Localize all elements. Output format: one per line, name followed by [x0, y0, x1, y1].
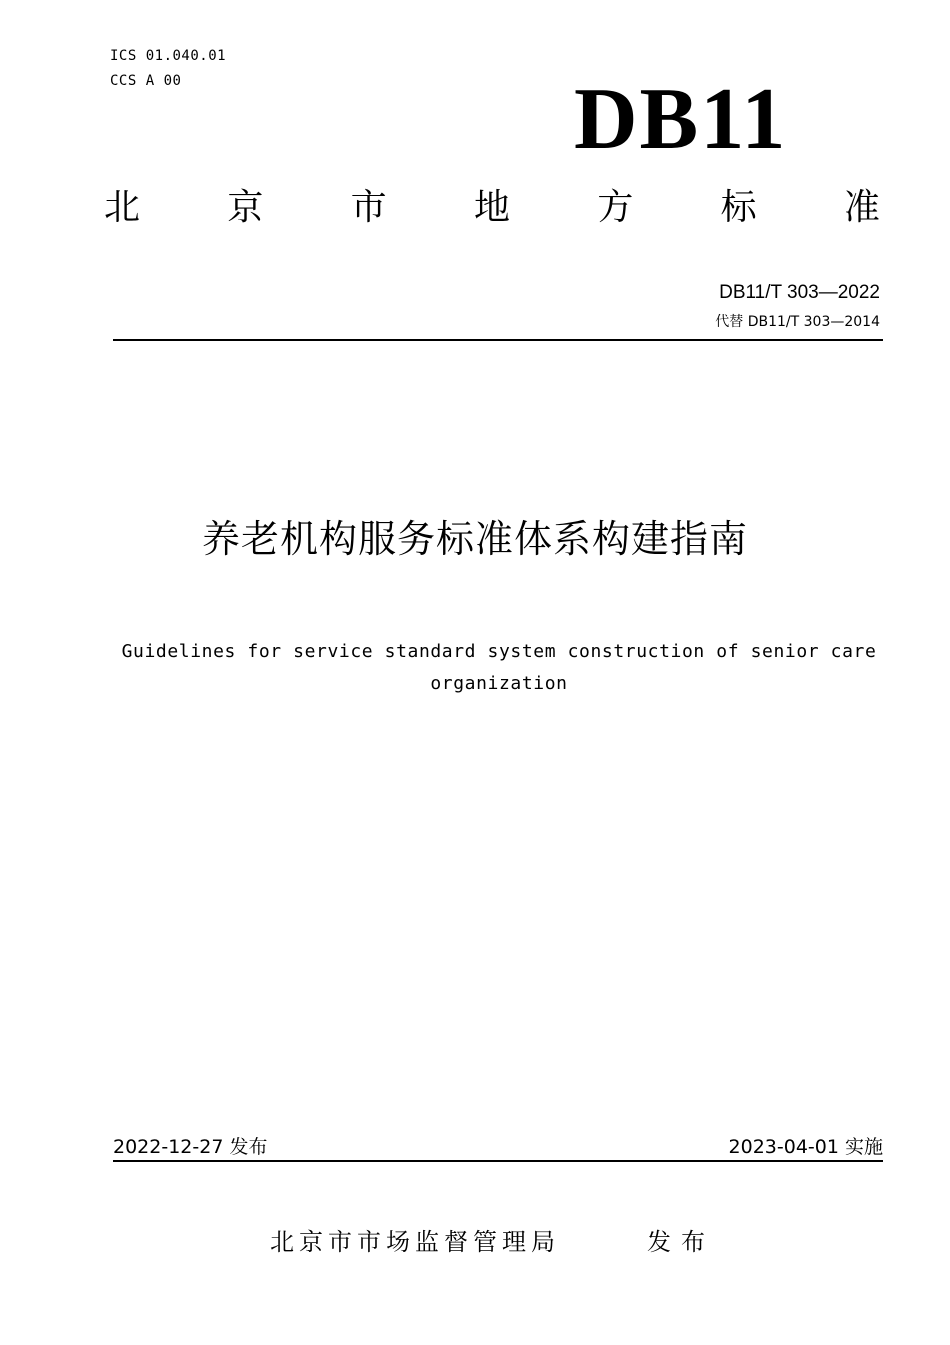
document-title-english [100, 636, 898, 700]
standard-number: DB11/T 303—2022 [719, 282, 880, 303]
standard-type-char: 准 [843, 187, 880, 228]
ccs-code: CCS A 00 [110, 73, 182, 89]
publish-label: 发布 [647, 1228, 715, 1256]
standard-type-char: 北 [104, 187, 141, 228]
standard-type-heading [104, 186, 880, 230]
standard-type-char: 方 [597, 187, 634, 228]
db11-logo: DB11 [574, 71, 788, 168]
top-divider [113, 339, 883, 341]
document-title: 养老机构服务标准体系构建指南 [201, 517, 748, 561]
standard-type-char: 市 [350, 187, 387, 228]
effective-date: 2023-04-01 实施 [728, 1136, 883, 1158]
ics-code: ICS 01.040.01 [110, 48, 227, 64]
bottom-divider [113, 1160, 883, 1162]
standard-type-char: 京 [227, 187, 264, 228]
english-title-line: Guidelines for service standard system construction of senior care [121, 641, 877, 662]
standard-type-char: 地 [473, 187, 510, 228]
english-title-line: organization [430, 673, 568, 694]
replaces-standard: 代替 DB11/T 303—2014 [715, 314, 880, 330]
issue-date: 2022-12-27 发布 [113, 1136, 268, 1158]
standard-type-char: 标 [720, 187, 757, 228]
publisher-name: 北京市市场监督管理局 [270, 1228, 560, 1256]
